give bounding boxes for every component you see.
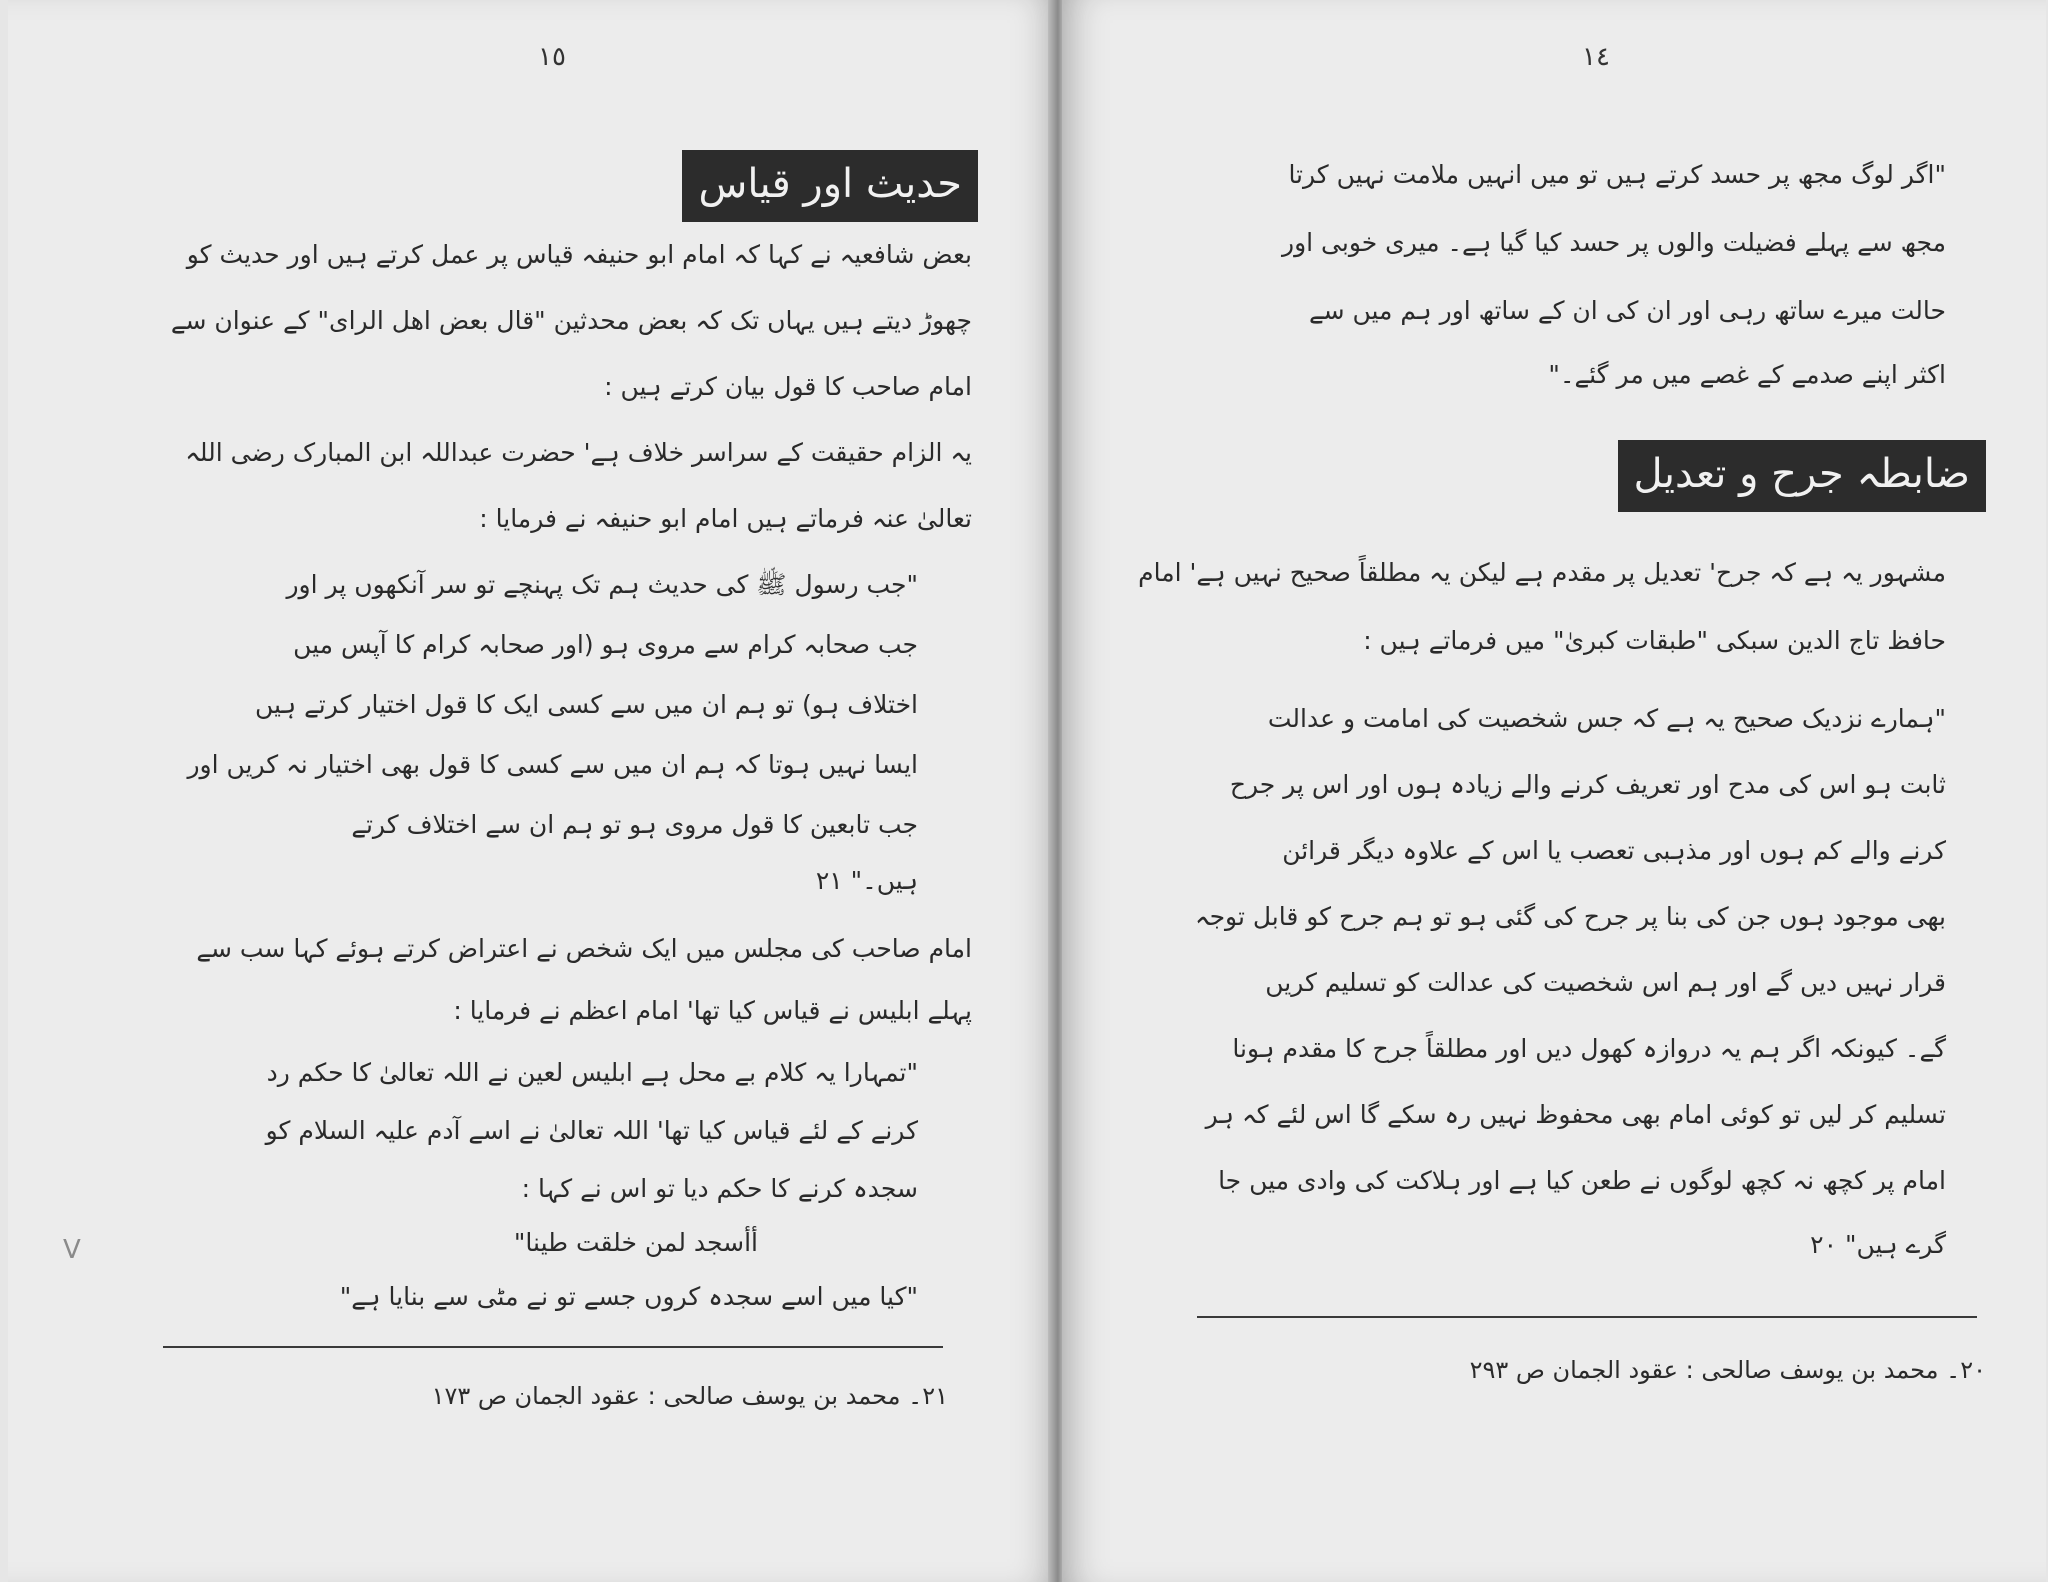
left-quote-line-2: جب صحابہ کرام سے مروی ہو (اور صحابہ کرام کا آپس میں <box>293 630 918 659</box>
right-page <box>1062 0 2046 1582</box>
right-quote-line-1: "ہمارے نزدیک صحیح یہ ہے کہ جس شخصیت کی امامت و عدالت <box>1267 704 1946 733</box>
right-top-line-1: "اگر لوگ مجھ پر حسد کرتے ہیں تو میں انہیں ملامت نہیں کرتا <box>1288 160 1946 189</box>
left-quote-line-3: اختلاف ہو) تو ہم ان میں سے کسی ایک کا قول اختیار کرتے ہیں <box>254 690 918 719</box>
left-quote-line-1: "جب رسول ﷺ کی حدیث ہم تک پہنچے تو سر آنکھوں پر اور <box>286 570 918 599</box>
right-footnote: ٢٠۔ محمد بن یوسف صالحی : عقود الجمان ص ٢٩٣ <box>1469 1356 1986 1384</box>
right-page-number: ١٤ <box>1582 42 1610 72</box>
left-quote2-line-2: کرنے کے لئے قیاس کیا تھا' اللہ تعالیٰ نے اسے آدم علیہ السلام کو <box>265 1116 918 1145</box>
right-line-1: مشہور یہ ہے کہ جرح' تعدیل پر مقدم ہے لیکن یہ مطلقاً صحیح نہیں ہے' امام <box>1138 558 1946 587</box>
left-quote-line-6: ہیں۔" ٢١ <box>815 866 918 895</box>
right-quote-line-9: گرے ہیں" ٢٠ <box>1810 1230 1946 1259</box>
left-quote-line-4: ایسا نہیں ہوتا کہ ہم ان میں سے کسی کا قول بھی اختیار نہ کریں اور <box>187 750 918 779</box>
right-quote-line-2: ثابت ہو اس کی مدح اور تعریف کرنے والے زیادہ ہوں اور اس پر جرح <box>1229 770 1946 799</box>
left-page-heading: حدیث اور قیاس <box>682 150 978 222</box>
left-line-1: بعض شافعیہ نے کہا کہ امام ابو حنیفہ قیاس پر عمل کرتے ہیں اور حدیث کو <box>186 240 972 269</box>
left-line-6: امام صاحب کی مجلس میں ایک شخص نے اعتراض کرتے ہوئے کہا سب سے <box>196 934 972 963</box>
left-line-5: تعالیٰ عنہ فرماتے ہیں امام ابو حنیفہ نے فرمایا : <box>479 504 972 533</box>
left-footnote-rule <box>163 1346 943 1348</box>
left-page-number: ١٥ <box>538 42 566 72</box>
left-line-7: پہلے ابلیس نے قیاس کیا تھا' امام اعظم نے فرمایا : <box>453 996 972 1025</box>
right-quote-line-5: قرار نہیں دیں گے اور ہم اس شخصیت کی عدالت کو تسلیم کریں <box>1265 968 1946 997</box>
right-quote-line-6: گے۔ کیونکہ اگر ہم یہ دروازہ کھول دیں اور مطلقاً جرح کا مقدم ہونا <box>1232 1034 1946 1063</box>
right-quote-line-3: کرنے والے کم ہوں اور مذہبی تعصب یا اس کے علاوہ دیگر قرائن <box>1282 836 1946 865</box>
right-quote-line-4: بھی موجود ہوں جن کی بنا پر جرح کی گئی ہو تو ہم جرح کو قابل توجہ <box>1194 902 1946 931</box>
left-margin-mark: V <box>63 1235 81 1265</box>
left-footnote: ٢١۔ محمد بن یوسف صالحی : عقود الجمان ص ١٧٣ <box>431 1382 948 1410</box>
left-arabic-verse: أأسجد لمن خلقت طینا" <box>513 1228 758 1257</box>
left-page <box>8 0 1058 1582</box>
left-quote2-line-1: "تمہارا یہ کلام بے محل ہے ابلیس لعین نے اللہ تعالیٰ کا حکم رد <box>266 1058 918 1087</box>
right-top-line-3: حالت میرے ساتھ رہی اور ان کی ان کے ساتھ اور ہم میں سے <box>1308 296 1946 325</box>
right-top-line-2: مجھ سے پہلے فضیلت والوں پر حسد کیا گیا ہے۔ میری خوبی اور <box>1282 228 1946 257</box>
right-quote-line-8: امام پر کچھ نہ کچھ لوگوں نے طعن کیا ہے اور ہلاکت کی وادی میں جا <box>1218 1166 1946 1195</box>
right-page-heading: ضابطہ جرح و تعدیل <box>1618 440 1986 512</box>
left-quote-line-5: جب تابعین کا قول مروی ہو تو ہم ان سے اختلاف کرتے <box>351 810 918 839</box>
right-footnote-rule <box>1197 1316 1977 1318</box>
left-quote2-line-3: سجدہ کرنے کا حکم دیا تو اس نے کہا : <box>521 1174 918 1203</box>
right-line-2: حافظ تاج الدین سبکی "طبقات کبریٰ" میں فرماتے ہیں : <box>1363 626 1946 655</box>
right-top-line-4: اکثر اپنے صدمے کے غصے میں مر گئے۔" <box>1548 360 1946 389</box>
left-translation-line: "کیا میں اسے سجدہ کروں جسے تو نے مٹی سے بنایا ہے" <box>339 1282 918 1311</box>
right-quote-line-7: تسلیم کر لیں تو کوئی امام بھی محفوظ نہیں رہ سکے گا اس لئے کہ ہر <box>1205 1100 1946 1129</box>
left-line-4: یہ الزام حقیقت کے سراسر خلاف ہے' حضرت عبداللہ ابن المبارک رضی اللہ <box>185 438 972 467</box>
left-line-3: امام صاحب کا قول بیان کرتے ہیں : <box>604 372 972 401</box>
left-line-2: چھوڑ دیتے ہیں یہاں تک کہ بعض محدثین "قال بعض اھل الرای" کے عنوان سے <box>170 306 972 335</box>
